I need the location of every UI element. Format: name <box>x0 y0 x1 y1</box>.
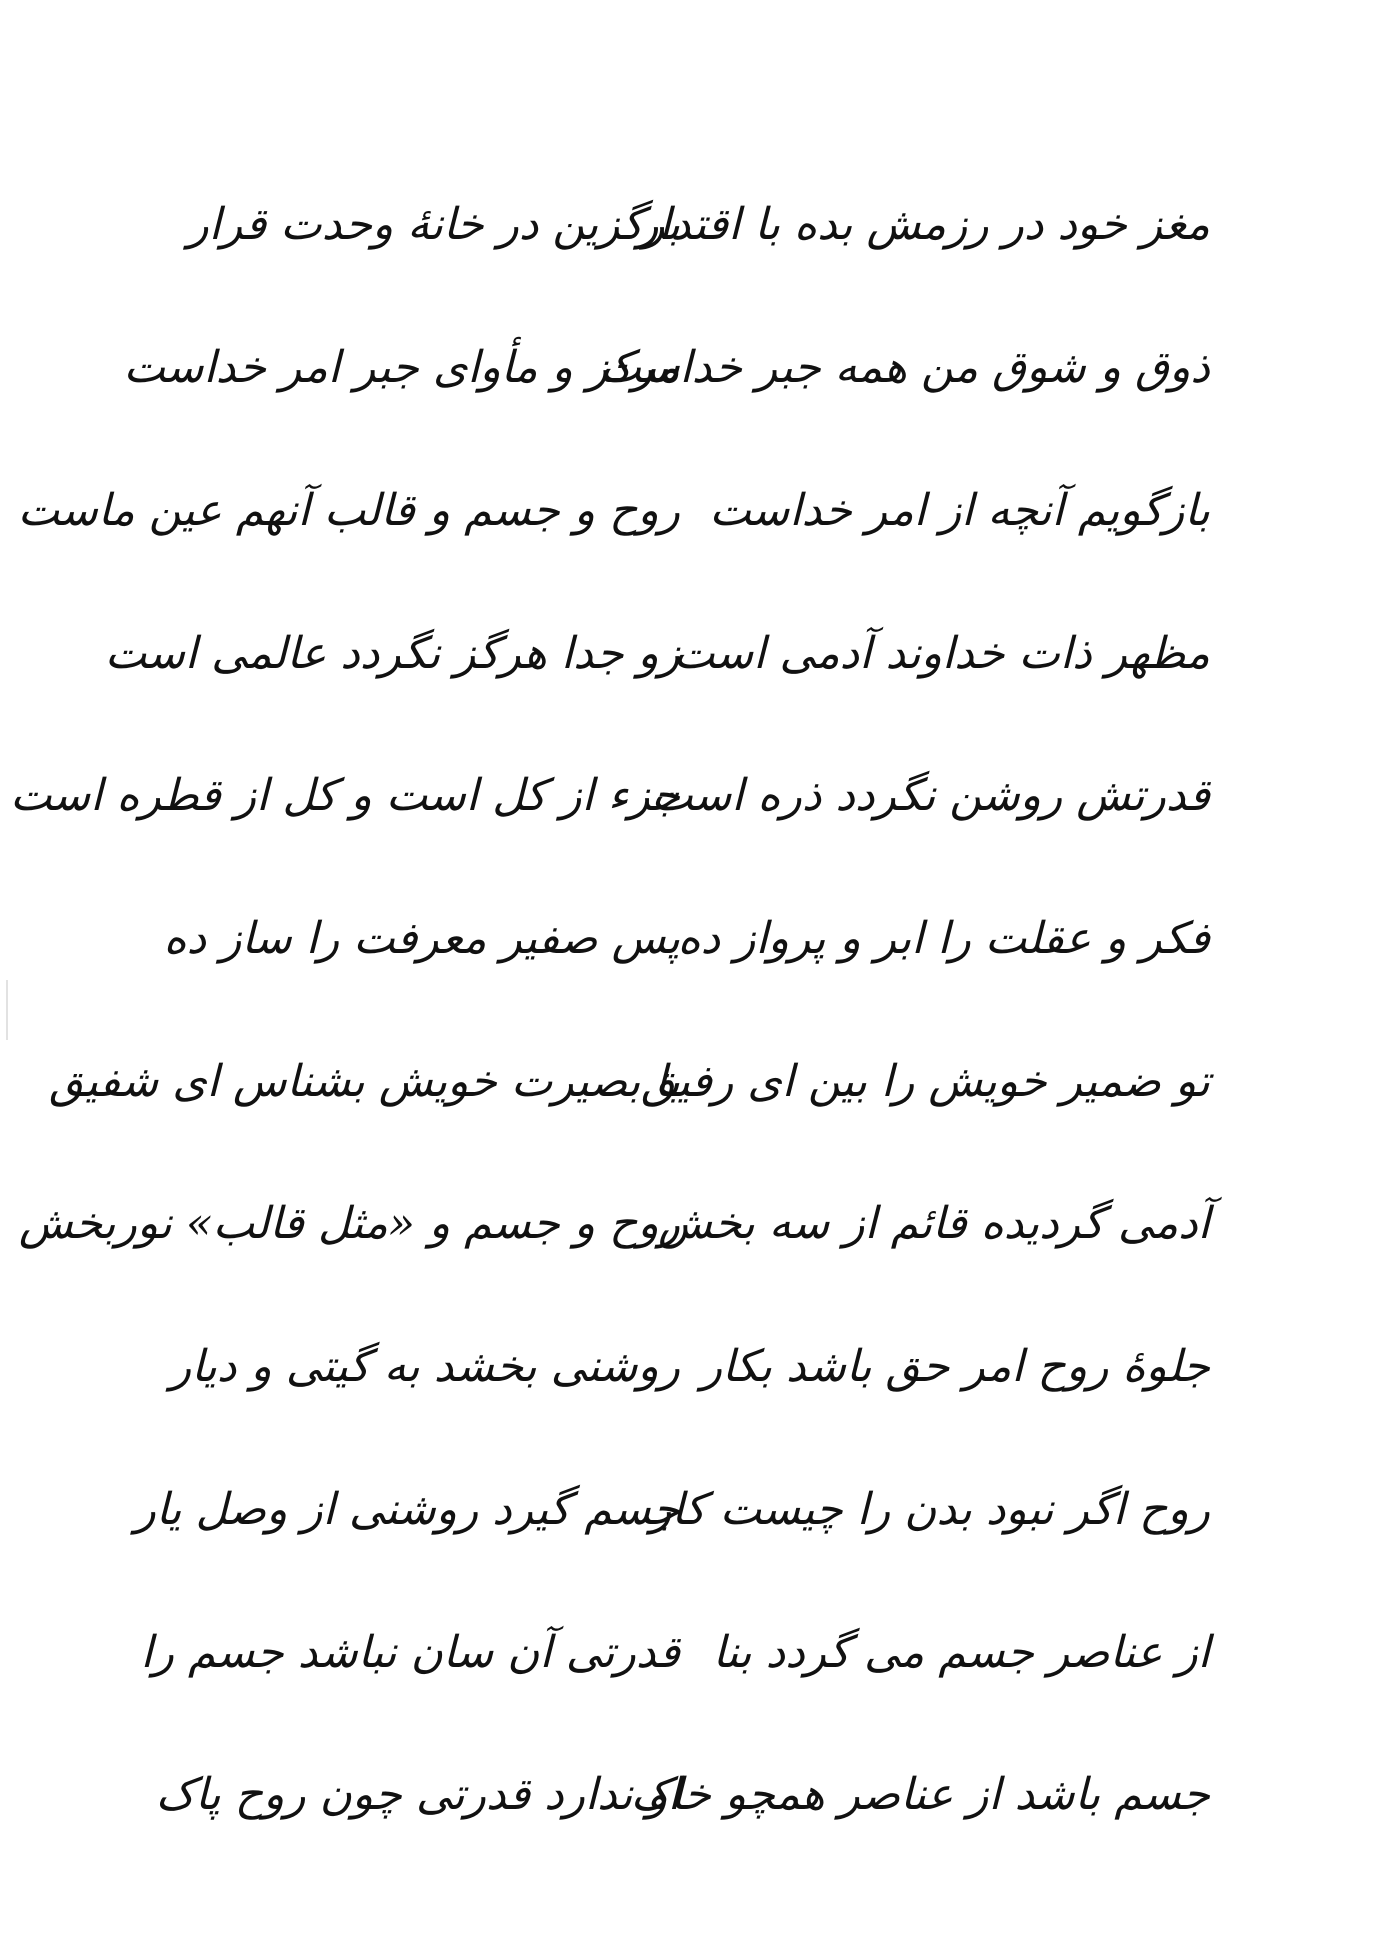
hemistich-left: جزء از کل است و کل از قطره است <box>10 770 680 822</box>
hemistich-left: جسم گیرد روشنی از وصل یار <box>134 1483 680 1535</box>
hemistich-right: مظهر ذات خداوند آدمی است <box>673 627 1210 679</box>
couplet-5 <box>10 741 1210 851</box>
couplet-3 <box>17 455 1210 565</box>
hemistich-right: قدرتش روشن نگردد ذره است <box>651 770 1210 822</box>
hemistich-right: ذوق و شوق من همه جبر خداست <box>599 342 1210 394</box>
hemistich-left: روح و جسم و قالب آنهم عین ماست <box>17 484 680 536</box>
hemistich-right: از عناصر جسم می گردد بنا <box>712 1626 1210 1678</box>
hemistich-left: مرکز و مأوای جبر امر خداست <box>123 342 680 394</box>
scan-margin-mark <box>6 980 8 1040</box>
hemistich-right: آدمی گردیده قائم از سه بخش <box>658 1198 1210 1250</box>
couplet-8 <box>18 1169 1210 1279</box>
hemistich-left: پس صفیر معرفت را ساز ده <box>163 913 680 964</box>
hemistich-right: مغز خود در رزمش بده با اقتدار <box>637 199 1210 251</box>
hemistich-left: برگزین در خانهٔ وحدت قرار <box>187 199 680 251</box>
couplet-10 <box>134 1454 1210 1564</box>
couplet-11 <box>140 1597 1210 1707</box>
hemistich-right: جلوهٔ روح امر حق باشد بکار <box>700 1341 1210 1393</box>
hemistich-right: روح اگر نبود بدن را چیست کار <box>650 1483 1210 1535</box>
couplet-6 <box>163 884 1210 994</box>
hemistich-right: تو ضمیر خویش را بین ای رفیق <box>641 1055 1210 1107</box>
couplet-7 <box>49 1026 1210 1136</box>
couplet-2 <box>123 313 1210 423</box>
hemistich-right: جسم باشد از عناصر همچو خاک <box>630 1769 1210 1821</box>
couplet-12 <box>155 1740 1210 1850</box>
couplet-1 <box>187 170 1210 280</box>
hemistich-right: بازگویم آنچه از امر خداست <box>709 484 1210 536</box>
hemistich-left: روشنی بخشد به گیتی و دیار <box>170 1341 680 1393</box>
poem-body <box>10 170 1210 1850</box>
hemistich-left: روح و جسم و «مثل قالب» نوربخش <box>18 1198 680 1250</box>
hemistich-left: او ندارد قدرتی چون روح پاک <box>155 1769 680 1821</box>
hemistich-left: با بصیرت خویش بشناس ای شفیق <box>49 1055 680 1107</box>
hemistich-left: قدرتی آن سان نباشد جسم را <box>140 1626 680 1678</box>
hemistich-left: زو جدا هرگز نگردد عالمی است <box>104 627 680 679</box>
hemistich-right: فکر و عقلت را ابر و پرواز ده <box>677 913 1210 964</box>
couplet-9 <box>170 1312 1210 1422</box>
couplet-4 <box>104 598 1210 708</box>
